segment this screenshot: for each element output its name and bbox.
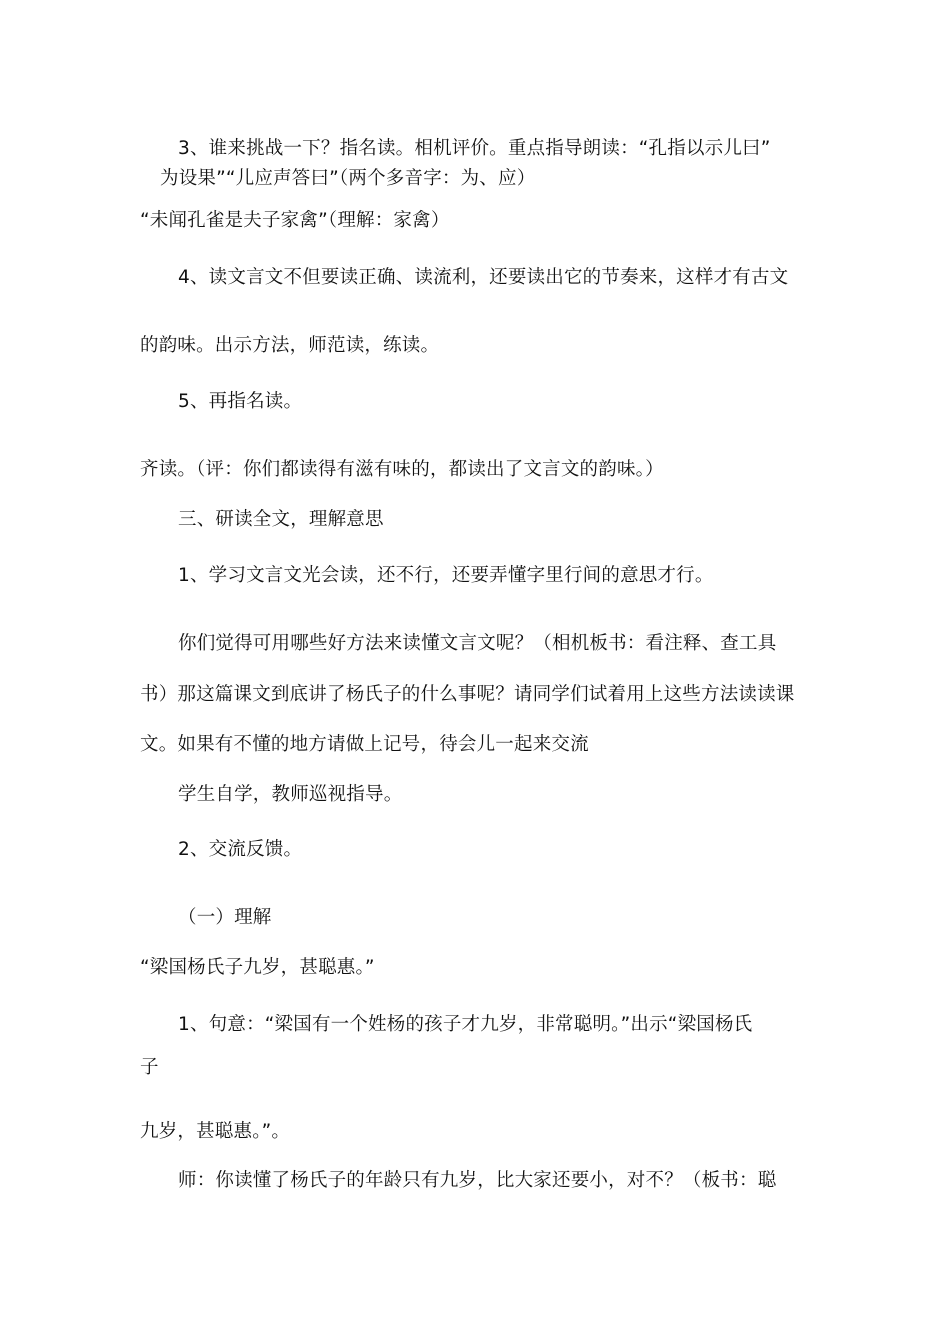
paragraph-line: 学生自学，教师巡视指导。 [178, 784, 403, 805]
paragraph-line: 文。如果有不懂的地方请做上记号，待会儿一起来交流 [140, 734, 589, 755]
paragraph-line: “梁国杨氏子九岁，甚聪惠。” [140, 957, 375, 978]
paragraph-line: 子 [140, 1057, 159, 1078]
paragraph-line: 1、学习文言文光会读，还不行，还要弄懂字里行间的意思才行。 [178, 565, 714, 586]
paragraph-line: 5、再指名读。 [178, 391, 303, 412]
paragraph-line: “未闻孔雀是夫子家禽”（理解：家禽） [140, 210, 450, 231]
paragraph-line: 你们觉得可用哪些好方法来读懂文言文呢？（相机板书：看注释、查工具 [178, 633, 777, 654]
paragraph-line: 3、谁来挑战一下？指名读。相机评价。重点指导朗读：“孔指以示儿曰” [178, 138, 771, 159]
paragraph-line: 2、交流反馈。 [178, 839, 303, 860]
paragraph-line: 九岁，甚聪惠。”。 [140, 1121, 291, 1142]
paragraph-line: 为设果”“儿应声答曰”（两个多音字：为、应） [160, 168, 536, 189]
paragraph-line: 师：你读懂了杨氏子的年龄只有九岁，比大家还要小，对不？（板书：聪 [178, 1170, 777, 1191]
subsection-heading: （一）理解 [178, 907, 272, 928]
paragraph-line: 的韵味。出示方法，师范读，练读。 [140, 335, 440, 356]
section-heading: 三、研读全文，理解意思 [178, 509, 384, 530]
paragraph-line: 齐读。（评：你们都读得有滋有味的，都读出了文言文的韵味。） [140, 459, 664, 480]
paragraph-line: 1、句意：“梁国有一个姓杨的孩子才九岁，非常聪明。”出示“梁国杨氏 [178, 1014, 753, 1035]
paragraph-line: 4、读文言文不但要读正确、读流利，还要读出它的节奏来，这样才有古文 [178, 267, 789, 288]
paragraph-line: 书）那这篇课文到底讲了杨氏子的什么事呢？请同学们试着用上这些方法读读课 [140, 684, 795, 705]
